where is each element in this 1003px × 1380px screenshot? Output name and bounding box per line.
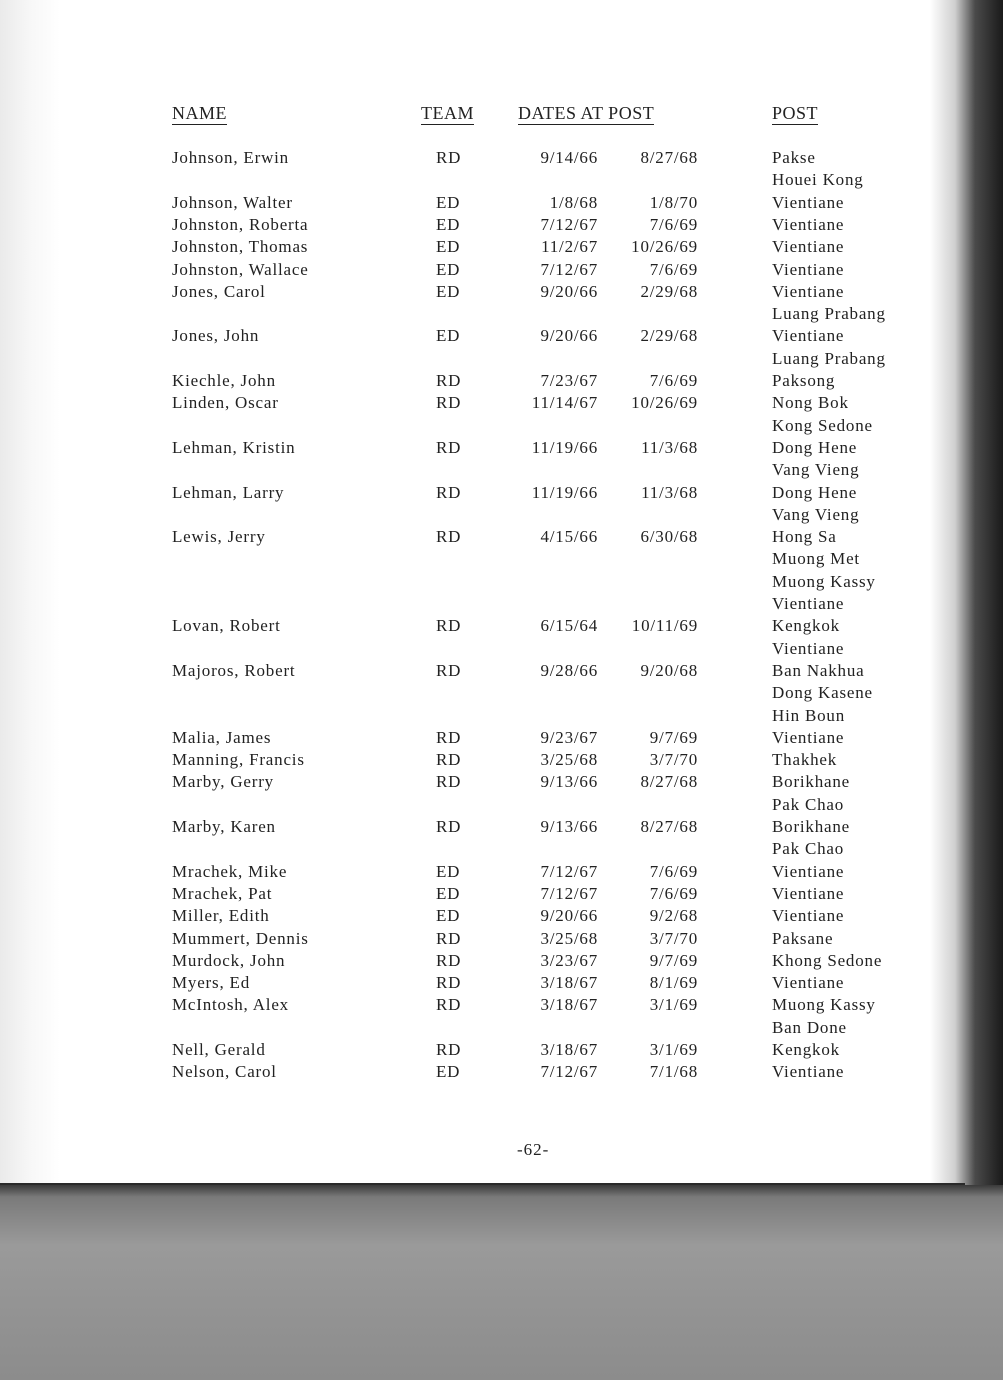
table-row — [0, 326, 1003, 348]
cell-end-date: 7/6/69 — [649, 259, 698, 279]
cell-end-date: 1/8/70 — [649, 192, 698, 212]
cell-team: RD — [436, 437, 462, 457]
cell-name: Malia, James — [172, 727, 272, 747]
cell-start-date: 9/20/66 — [540, 326, 598, 346]
cell-name: Mummert, Dennis — [172, 928, 309, 948]
cell-name: Linden, Oscar — [172, 393, 279, 413]
cell-end-date: 7/6/69 — [649, 214, 698, 234]
cell-post: Vientiane — [772, 973, 845, 993]
table-row — [0, 862, 1003, 884]
table-row — [0, 728, 1003, 750]
cell-post: Vientiane — [772, 326, 845, 346]
cell-start-date: 9/20/66 — [540, 281, 598, 301]
cell-name: Nell, Gerald — [172, 1040, 266, 1059]
cell-name: Johnston, Wallace — [172, 259, 309, 279]
cell-name: Lehman, Larry — [172, 482, 285, 502]
cell-post: Muong Kassy — [772, 571, 876, 591]
table-row — [0, 995, 1003, 1017]
cell-name: Nelson, Carol — [172, 1062, 277, 1082]
cell-post: Muong Met — [772, 549, 860, 569]
table-row — [0, 416, 1003, 438]
cell-end-date: 11/3/68 — [641, 437, 698, 457]
cell-post: Vientiane — [772, 861, 845, 881]
cell-end-date: 3/7/70 — [649, 750, 698, 770]
cell-start-date: 9/28/66 — [540, 660, 598, 680]
cell-team: RD — [436, 772, 462, 792]
cell-name: McIntosh, Alex — [172, 995, 289, 1015]
table-row — [0, 750, 1003, 772]
cell-end-date: 2/29/68 — [640, 281, 698, 301]
cell-team: ED — [436, 906, 461, 926]
cell-post: Vientiane — [772, 906, 845, 926]
cell-start-date: 11/14/67 — [531, 393, 598, 413]
cell-post: Muong Kassy — [772, 995, 876, 1015]
cell-name: Miller, Edith — [172, 906, 270, 926]
cell-end-date: 9/7/69 — [649, 727, 698, 747]
cell-name: Murdock, John — [172, 950, 286, 970]
cell-team: ED — [436, 1062, 461, 1082]
cell-end-date: 7/6/69 — [649, 883, 698, 903]
cell-start-date: 9/13/66 — [540, 772, 598, 792]
cell-team: ED — [436, 883, 461, 903]
cell-post: Houei Kong — [772, 170, 864, 190]
cell-end-date: 3/7/70 — [649, 928, 698, 948]
cell-name: Manning, Francis — [172, 750, 305, 770]
cell-post: Pak Chao — [772, 839, 845, 859]
cell-post: Khong Sedone — [772, 950, 883, 970]
table-row — [0, 1040, 1003, 1062]
cell-name: Majoros, Robert — [172, 660, 296, 680]
cell-post: Kengkok — [772, 1040, 840, 1059]
cell-team: ED — [436, 192, 461, 212]
cell-start-date: 3/25/68 — [540, 928, 598, 948]
cell-start-date: 9/20/66 — [540, 906, 598, 926]
header-name: NAME — [172, 103, 227, 123]
cell-post: Vientiane — [772, 281, 845, 301]
cell-name: Kiechle, John — [172, 371, 276, 390]
cell-name: Lovan, Robert — [172, 616, 281, 636]
cell-post: Vang Vieng — [772, 504, 860, 524]
cell-end-date: 8/1/69 — [649, 973, 698, 993]
cell-end-date: 8/27/68 — [640, 148, 698, 167]
cell-team: ED — [436, 861, 461, 881]
cell-team: RD — [436, 148, 462, 167]
cell-post: Ban Nakhua — [772, 660, 865, 680]
cell-team: RD — [436, 950, 462, 970]
cell-start-date: 7/12/67 — [540, 1062, 598, 1082]
cell-post: Thakhek — [772, 750, 838, 770]
cell-end-date: 3/1/69 — [649, 995, 698, 1015]
cell-team: ED — [436, 237, 461, 257]
table-row — [0, 973, 1003, 995]
cell-start-date: 9/14/66 — [540, 148, 598, 167]
cell-post: Nong Bok — [772, 393, 849, 413]
cell-end-date: 6/30/68 — [640, 527, 698, 547]
cell-team: ED — [436, 326, 461, 346]
cell-end-date: 8/27/68 — [640, 817, 698, 836]
cell-end-date: 8/27/68 — [640, 772, 698, 792]
cell-post: Luang Prabang — [772, 304, 886, 324]
table-row — [0, 929, 1003, 951]
table-row — [0, 572, 1003, 594]
cell-name: Lewis, Jerry — [172, 527, 266, 547]
cell-post: Hin Boun — [772, 705, 845, 725]
cell-post: Pak Chao — [772, 794, 845, 814]
cell-team: ED — [436, 281, 461, 301]
table-row — [0, 661, 1003, 683]
cell-team: RD — [436, 973, 462, 993]
table-row — [0, 460, 1003, 482]
cell-start-date: 7/12/67 — [540, 214, 598, 234]
cell-start-date: 3/18/67 — [540, 995, 598, 1015]
cell-post: Dong Hene — [772, 437, 858, 457]
table-row — [0, 237, 1003, 259]
cell-post: Kong Sedone — [772, 415, 873, 435]
cell-team: RD — [436, 750, 462, 770]
cell-start-date: 4/15/66 — [540, 527, 598, 547]
cell-post: Paksane — [772, 928, 834, 948]
cell-start-date: 11/2/67 — [541, 237, 598, 257]
cell-post: Borikhane — [772, 817, 851, 836]
cell-start-date: 7/12/67 — [540, 883, 598, 903]
cell-end-date: 9/20/68 — [640, 660, 698, 680]
cell-post: Dong Kasene — [772, 683, 873, 703]
cell-start-date: 11/19/66 — [531, 437, 598, 457]
cell-start-date: 3/25/68 — [540, 750, 598, 770]
cell-end-date: 2/29/68 — [640, 326, 698, 346]
cell-team: RD — [436, 371, 462, 390]
cell-name: Marby, Karen — [172, 817, 276, 836]
cell-team: ED — [436, 259, 461, 279]
table-row — [0, 906, 1003, 928]
cell-end-date: 7/6/69 — [649, 371, 698, 390]
cell-start-date: 7/23/67 — [540, 371, 598, 390]
cell-name: Marby, Gerry — [172, 772, 274, 792]
table-row — [0, 170, 1003, 192]
cell-start-date: 3/23/67 — [540, 950, 598, 970]
header-team: TEAM — [421, 103, 474, 123]
cell-post: Hong Sa — [772, 527, 837, 547]
table-row — [0, 706, 1003, 728]
cell-post: Paksong — [772, 371, 836, 390]
cell-end-date: 11/3/68 — [641, 482, 698, 502]
cell-end-date: 7/1/68 — [649, 1062, 698, 1082]
cell-post: Vientiane — [772, 883, 845, 903]
cell-post: Vientiane — [772, 192, 845, 212]
table-row — [0, 683, 1003, 705]
cell-post: Vientiane — [772, 1062, 845, 1082]
header-dates-at-post: DATES AT POST — [518, 103, 655, 123]
cell-team: RD — [436, 527, 462, 547]
cell-post: Vientiane — [772, 638, 845, 658]
cell-end-date: 10/11/69 — [631, 616, 698, 636]
cell-post: Vientiane — [772, 259, 845, 279]
header-post: POST — [772, 103, 819, 123]
cell-name: Mrachek, Pat — [172, 883, 273, 903]
cell-name: Myers, Ed — [172, 973, 251, 993]
cell-name: Lehman, Kristin — [172, 437, 296, 457]
table-row — [0, 349, 1003, 371]
table-row — [0, 1062, 1003, 1084]
cell-post: Vang Vieng — [772, 460, 860, 480]
cell-name: Jones, John — [172, 326, 260, 346]
cell-team: RD — [436, 393, 462, 413]
cell-team: RD — [436, 1040, 462, 1059]
cell-post: Luang Prabang — [772, 348, 886, 368]
cell-end-date: 3/1/69 — [649, 1040, 698, 1059]
cell-post: Pakse — [772, 148, 816, 167]
table-row — [0, 148, 1003, 170]
cell-name: Johnston, Thomas — [172, 237, 309, 257]
cell-start-date: 3/18/67 — [540, 1040, 598, 1059]
cell-end-date: 7/6/69 — [649, 861, 698, 881]
table-row — [0, 1018, 1003, 1040]
cell-team: RD — [436, 616, 462, 636]
cell-end-date: 9/2/68 — [649, 906, 698, 926]
page-number: -62- — [517, 1140, 550, 1159]
table-row — [0, 282, 1003, 304]
table-row — [0, 393, 1003, 415]
cell-team: RD — [436, 482, 462, 502]
cell-team: RD — [436, 727, 462, 747]
cell-post: Vientiane — [772, 214, 845, 234]
cell-end-date: 9/7/69 — [649, 950, 698, 970]
cell-team: ED — [436, 214, 461, 234]
cell-name: Johnson, Erwin — [172, 148, 289, 167]
cell-start-date: 11/19/66 — [531, 482, 598, 502]
table-row — [0, 260, 1003, 282]
cell-post: Vientiane — [772, 237, 845, 257]
table-row — [0, 616, 1003, 638]
cell-start-date: 7/12/67 — [540, 861, 598, 881]
table-row — [0, 483, 1003, 505]
table-row — [0, 304, 1003, 326]
table-row — [0, 795, 1003, 817]
cell-post: Ban Done — [772, 1017, 847, 1037]
table-row — [0, 371, 1003, 393]
table-row — [0, 438, 1003, 460]
table-row — [0, 839, 1003, 861]
cell-team: RD — [436, 817, 462, 836]
cell-end-date: 10/26/69 — [631, 393, 698, 413]
cell-team: RD — [436, 928, 462, 948]
cell-post: Vientiane — [772, 594, 845, 613]
cell-name: Johnson, Walter — [172, 192, 293, 212]
table-row — [0, 215, 1003, 237]
table-row — [0, 549, 1003, 571]
cell-post: Vientiane — [772, 727, 845, 747]
table-row — [0, 505, 1003, 527]
table-row — [0, 817, 1003, 839]
cell-start-date: 3/18/67 — [540, 973, 598, 993]
cell-name: Mrachek, Mike — [172, 861, 288, 881]
cell-start-date: 9/13/66 — [540, 817, 598, 836]
cell-start-date: 9/23/67 — [540, 727, 598, 747]
cell-post: Kengkok — [772, 616, 840, 636]
cell-start-date: 7/12/67 — [540, 259, 598, 279]
cell-start-date: 6/15/64 — [540, 616, 598, 636]
table-row — [0, 527, 1003, 549]
cell-name: Johnston, Roberta — [172, 214, 309, 234]
cell-team: RD — [436, 660, 462, 680]
cell-post: Borikhane — [772, 772, 851, 792]
table-row — [0, 884, 1003, 906]
table-row — [0, 594, 1003, 616]
cell-end-date: 10/26/69 — [631, 237, 698, 257]
cell-start-date: 1/8/68 — [549, 192, 598, 212]
table-row — [0, 772, 1003, 794]
cell-team: RD — [436, 995, 462, 1015]
cell-name: Jones, Carol — [172, 281, 266, 301]
scanner-background — [0, 1185, 1003, 1380]
table-row — [0, 951, 1003, 973]
cell-post: Dong Hene — [772, 482, 858, 502]
table-row — [0, 639, 1003, 661]
table-row — [0, 193, 1003, 215]
